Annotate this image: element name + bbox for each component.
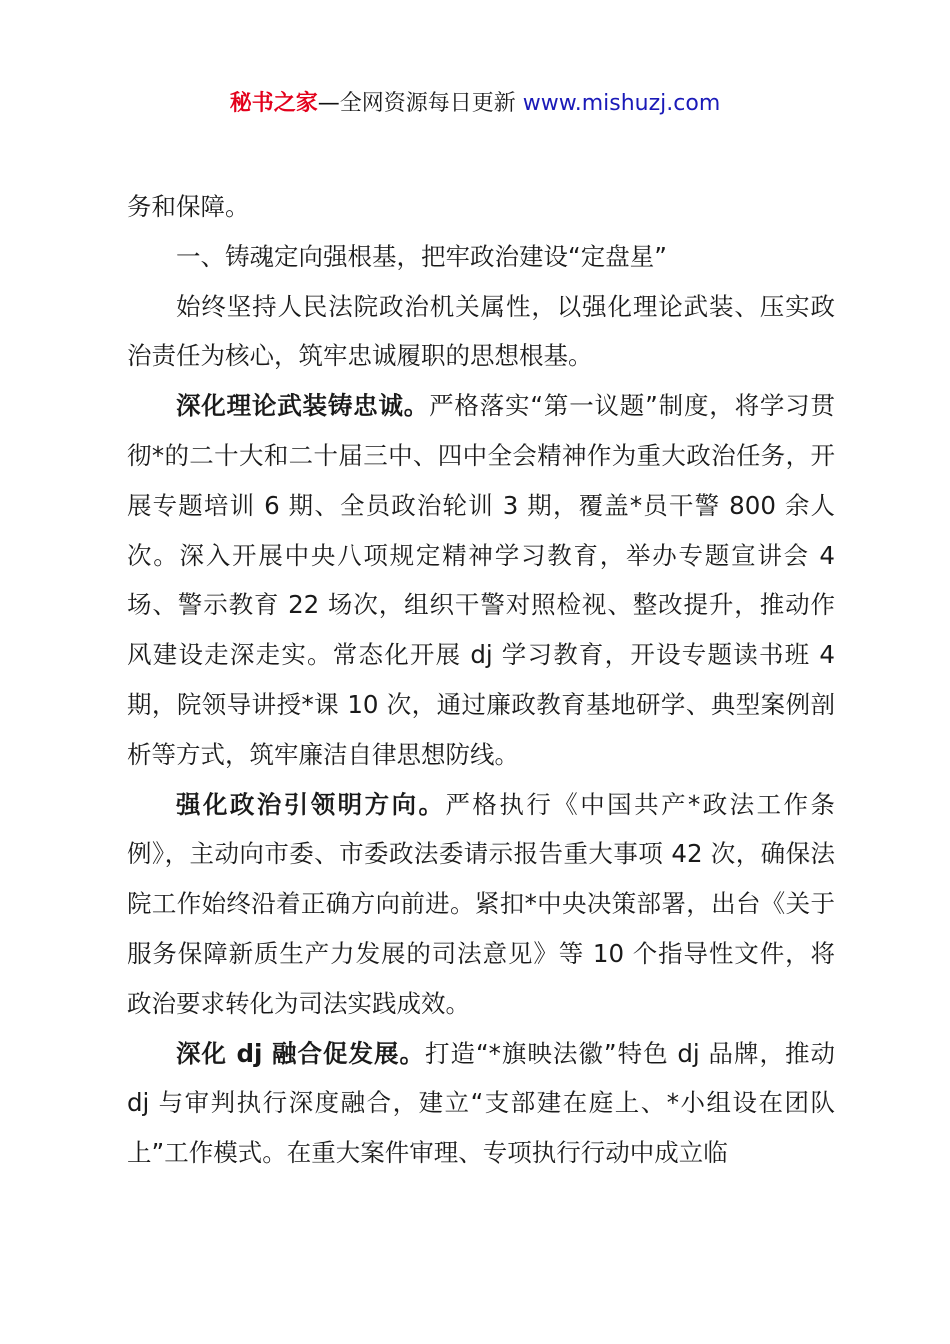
header-separator: — bbox=[317, 91, 340, 116]
paragraph-lead: 深化理论武装铸忠诚。 bbox=[176, 391, 430, 421]
paragraph-text: 始终坚持人民法院政治机关属性，以强化理论武装、压实政治责任为核心，筑牢忠诚履职的思想根基。 bbox=[127, 291, 835, 371]
paragraph-political bbox=[127, 780, 835, 1029]
paragraph-text: 严格执行《中国共产*政法工作条例》，主动向市委、市委政法委请示报告重大事项 42 次，确保法院工作始终沿着正确方向前进。紧扣*中央决策部署，出台《关于服务保障新质生产力发展的司法意见》等 10 个指导性文件，将政治要求转化为司法实践成效。 bbox=[127, 789, 836, 1018]
paragraph-intro bbox=[127, 282, 835, 382]
document-body bbox=[127, 182, 835, 1178]
paragraph-theory bbox=[127, 381, 835, 779]
paragraph-continuation bbox=[127, 182, 835, 232]
header-url: www.mishuzj.com bbox=[522, 91, 721, 116]
header-slogan: 全网资源每日更新 bbox=[339, 91, 516, 116]
section-heading-text: 一、铸魂定向强根基，把牢政治建设“定盘星” bbox=[176, 241, 667, 271]
paragraph-lead: 强化政治引领明方向。 bbox=[176, 789, 446, 819]
section-heading bbox=[127, 232, 835, 282]
paragraph-integration bbox=[127, 1029, 835, 1178]
paragraph-text: 打造“*旗映法徽”特色 dj 品牌，推动 dj 与审判执行深度融合，建立“支部建在庭上、*小组设在团队上”工作模式。在重大案件审理、专项执行行动中成立临 bbox=[127, 1038, 835, 1168]
paragraph-lead: 深化 dj 融合促发展。 bbox=[176, 1038, 425, 1068]
paragraph-text: 严格落实“第一议题”制度，将学习贯彻*的二十大和二十届三中、四中全会精神作为重大政治任务，开展专题培训 6 期、全员政治轮训 3 期，覆盖*员干警 800 余人次。深入开展中央八项规定精神学习教育，举办专题宣讲会 4 场、警示教育 22 场次，组织干警对照检视、整改提升，推动作风建设走深走实。常态化开展 dj 学习教育，开设专题读书班 4 期，院领导讲授*课 10 次，通过廉政教育基地研学、典型案例剖析等方式，筑牢廉洁自律思想防线。 bbox=[127, 391, 835, 769]
paragraph-text: 务和保障。 bbox=[127, 192, 250, 221]
page-header bbox=[0, 88, 950, 120]
header-brand: 秘书之家 bbox=[229, 91, 318, 116]
